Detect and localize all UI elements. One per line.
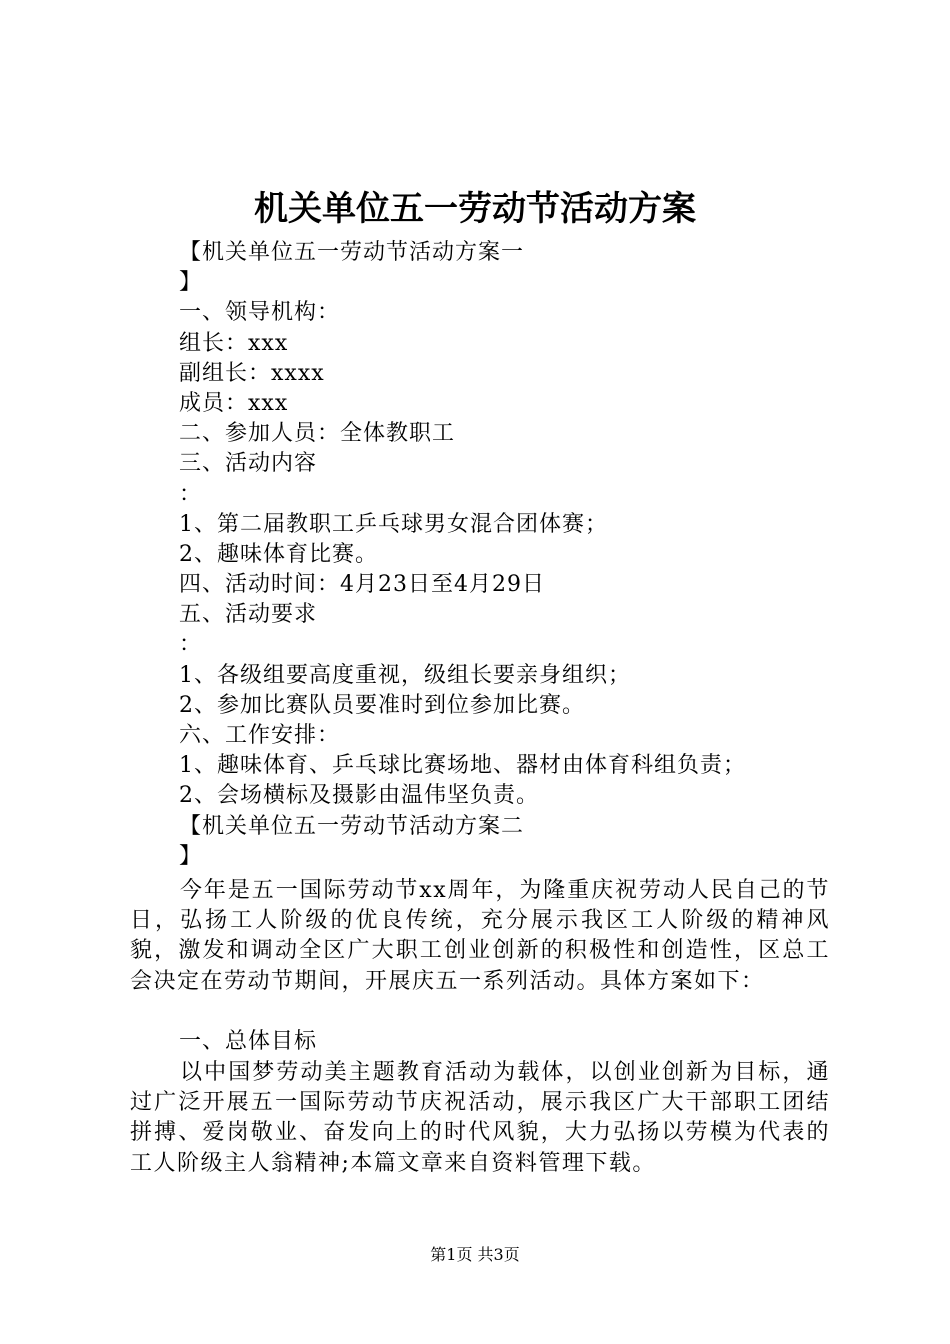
document-title: 机关单位五一劳动节活动方案	[254, 189, 696, 229]
section-overall-goal: 一、总体目标	[179, 1029, 318, 1054]
page-footer: 第1页 共3页	[430, 1245, 520, 1264]
section-time: 四、活动时间：4月23日至4月29日	[179, 572, 545, 598]
leader-line: 组长：xxx	[179, 330, 289, 356]
colon-line: ：	[179, 632, 203, 658]
requirement-item-2: 2、参加比赛队员要准时到位参加比赛。	[179, 692, 585, 718]
members-line: 成员：xxx	[179, 390, 289, 416]
section-requirements: 五、活动要求	[179, 602, 318, 628]
arrangement-item-2: 2、会场横标及摄影由温伟坚负责。	[179, 783, 539, 809]
arrangement-item-1: 1、趣味体育、乒乓球比赛场地、器材由体育科组负责；	[179, 753, 746, 779]
activity-item-1: 1、第二届教职工乒乓球男女混合团体赛；	[179, 511, 608, 537]
colon-line: ：	[179, 481, 203, 507]
plan-one-heading: 【机关单位五一劳动节活动方案一	[179, 240, 525, 265]
document-lines	[179, 238, 879, 872]
intro-paragraph: 今年是五一国际劳动节xx周年，为隆重庆祝劳动人民自己的节日，弘扬工人阶级的优良传统，充分展示我区工人阶级的精神风貌，激发和调动全区广大职工创业创新的积极性和创造性，区总工会决定在劳动节期间，开展庆五一系列活动。具体方案如下：	[130, 878, 830, 994]
plan-one-heading-close: 】	[179, 270, 203, 296]
section-activities: 三、活动内容	[179, 451, 318, 477]
section-arrangements: 六、工作安排：	[179, 723, 341, 748]
deputy-leader-line: 副组长：xxxx	[179, 360, 325, 386]
section-participants: 二、参加人员：全体教职工	[179, 421, 456, 447]
plan-two-heading: 【机关单位五一劳动节活动方案二	[179, 813, 525, 839]
requirement-item-1: 1、各级组要高度重视，级组长要亲身组织；	[179, 662, 631, 688]
goal-paragraph: 以中国梦劳动美主题教育活动为载体，以创业创新为目标，通过广泛开展五一国际劳动节庆祝活动，展示我区广大干部职工团结拼搏、爱岗敬业、奋发向上的时代风貌，大力弘扬以劳模为代表的工人阶级主人翁精神;本篇文章来自资料管理下载。	[130, 1060, 830, 1176]
plan-two-heading-close: 】	[179, 843, 203, 869]
activity-item-2: 2、趣味体育比赛。	[179, 541, 378, 567]
section-leadership: 一、领导机构：	[179, 300, 341, 326]
